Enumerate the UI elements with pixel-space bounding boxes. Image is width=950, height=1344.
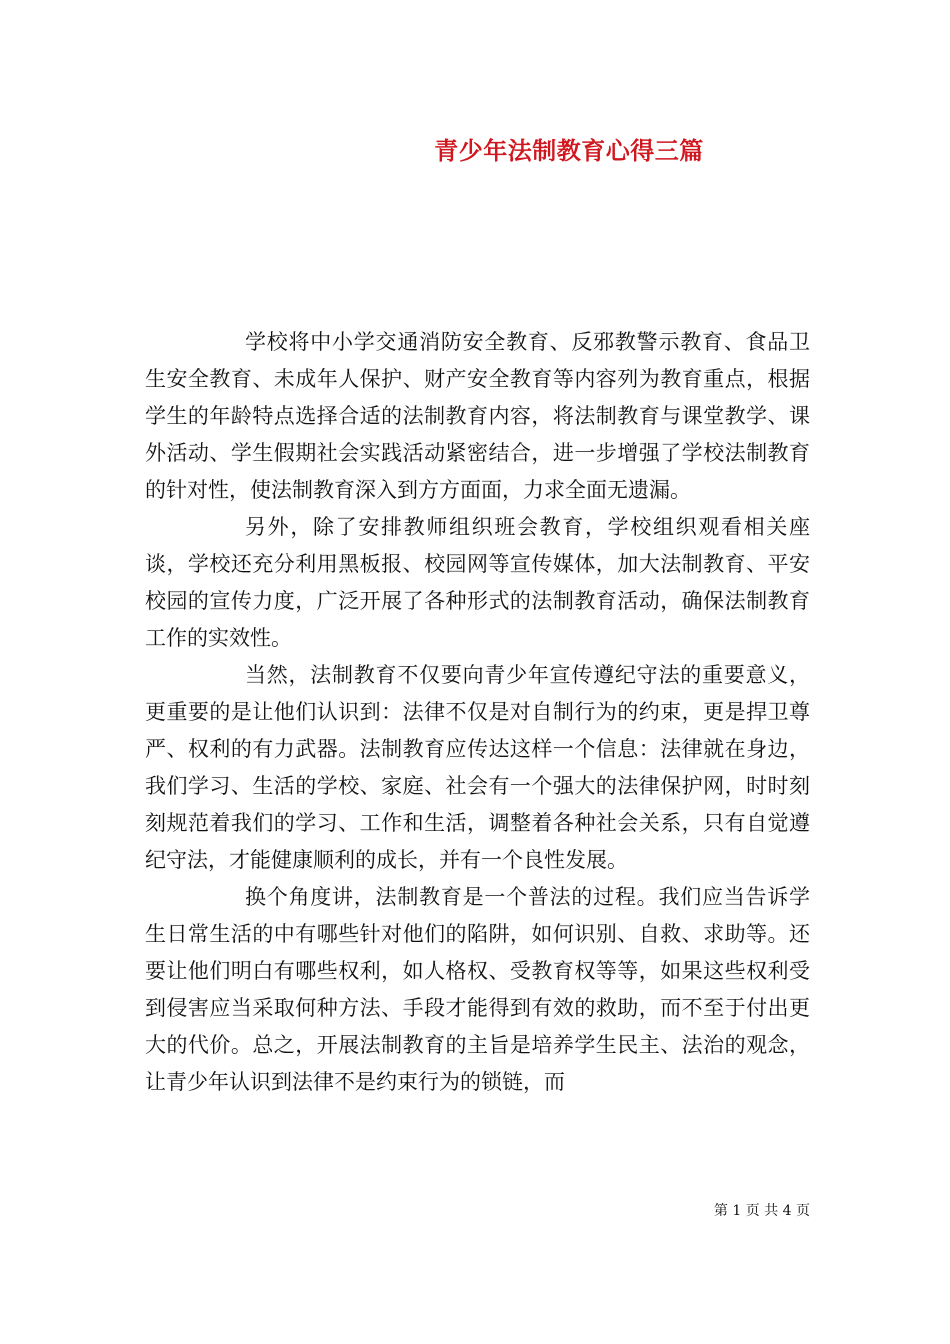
body-paragraph-4: 换个角度讲，法制教育是一个普法的过程。我们应当告诉学生日常生活的中有哪些针对他们的陷阱，如何识别、自救、求助等。还要让他们明白有哪些权利，如人格权、受教育权等等，如果这些权利受到侵害应当采取何种方法、手段才能得到有效的救助，而不至于付出更大的代价。总之，开展法制教育的主旨是培养学生民主、法治的观念，让青少年认识到法律不是约束行为的锁链，而 [145, 885, 810, 1094]
page-number-footer: 第 1 页 共 4 页 [713, 1203, 810, 1219]
body-paragraph-2: 另外，除了安排教师组织班会教育，学校组织观看相关座谈，学校还充分利用黑板报、校园网等宣传媒体，加大法制教育、平安校园的宣传力度，广泛开展了各种形式的法制教育活动，确保法制教育工作的实效性。 [145, 515, 810, 650]
body-paragraph-1: 学校将中小学交通消防安全教育、反邪教警示教育、食品卫生安全教育、未成年人保护、财产安全教育等内容列为教育重点，根据学生的年龄特点选择合适的法制教育内容，将法制教育与课堂教学、课外活动、学生假期社会实践活动紧密结合，进一步增强了学校法制教育的针对性，使法制教育深入到方方面面，力求全面无遗漏。 [145, 330, 810, 502]
document-body [145, 324, 810, 1101]
document-title: 青少年法制教育心得三篇 [434, 136, 704, 165]
body-paragraph-3: 当然，法制教育不仅要向青少年宣传遵纪守法的重要意义，更重要的是让他们认识到：法律不仅是对自制行为的约束，更是捍卫尊严、权利的有力武器。法制教育应传达这样一个信息：法律就在身边，我们学习、生活的学校、家庭、社会有一个强大的法律保护网，时时刻刻规范着我们的学习、工作和生活，调整着各种社会关系，只有自觉遵纪守法，才能健康顺利的成长，并有一个良性发展。 [145, 663, 810, 872]
